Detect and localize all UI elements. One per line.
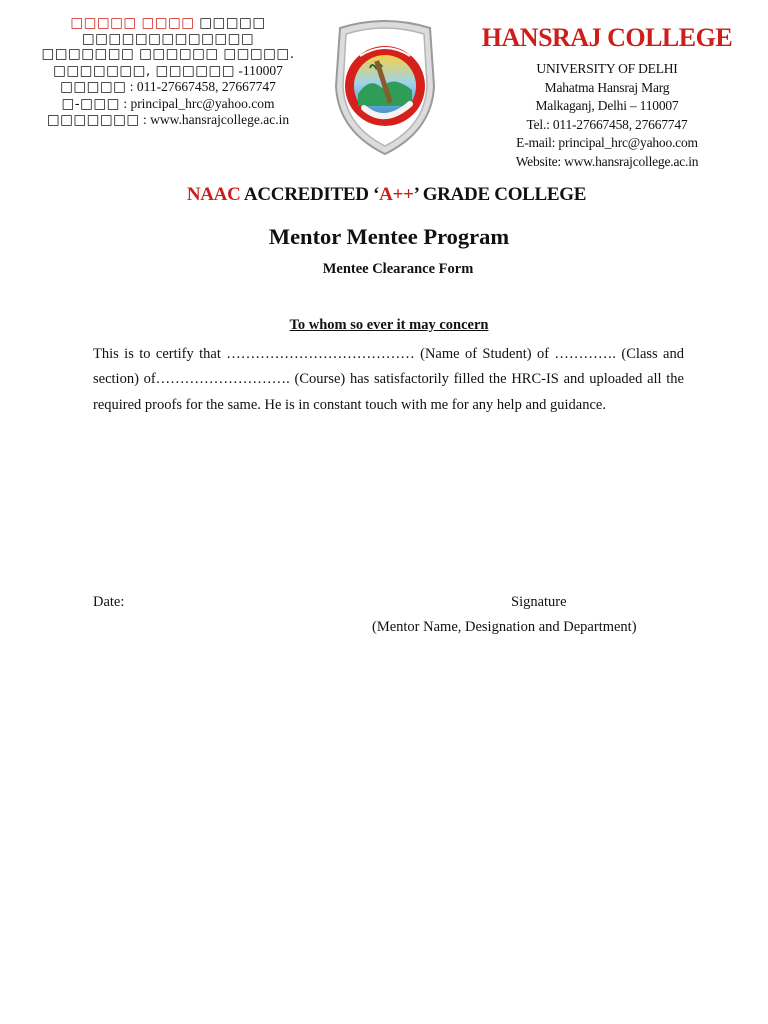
grade-label: A++ — [379, 184, 414, 205]
hindi-website-value: : www.hansrajcollege.ac.in — [139, 112, 290, 127]
college-crest-icon — [330, 16, 440, 158]
mentor-details: (Mentor Name, Designation and Department) — [372, 619, 637, 635]
hindi-phone-label: □□□□□ — [60, 79, 127, 95]
form-title: Mentee Clearance Form — [322, 261, 474, 277]
grade-suffix: ’ GRADE COLLEGE — [413, 184, 587, 205]
header-hindi-address — [40, 16, 296, 129]
header-english-address — [478, 22, 736, 171]
program-title: Mentor Mentee Program — [268, 224, 510, 249]
hindi-college-name-black: □□□□□ — [199, 15, 266, 31]
salutation: To whom so ever it may concern — [289, 317, 489, 333]
hindi-email-value: : principal_hrc@yahoo.com — [119, 95, 275, 111]
website-address: Website: www.hansrajcollege.ac.in — [515, 153, 699, 169]
accreditation-line — [0, 184, 768, 206]
hindi-website-label: □□□□□□□ — [46, 112, 140, 128]
hindi-phone-value: : 011-27667458, 27667747 — [126, 79, 276, 94]
hindi-city-text: □□□□□□□, □□□□□□ — [53, 62, 236, 79]
college-name: HANSRAJ COLLEGE — [481, 23, 733, 52]
hindi-phone — [40, 79, 296, 96]
naac-label: NAAC — [186, 184, 241, 205]
email-address: E-mail: principal_hrc@yahoo.com — [516, 135, 698, 150]
hindi-street: □□□□□□□ □□□□□□ □□□□□. — [41, 46, 295, 62]
hindi-city — [40, 63, 296, 80]
hindi-university: □□□□□□□□□□□□□ — [81, 30, 255, 47]
hindi-website — [40, 112, 296, 129]
street-address: Mahatma Hansraj Marg — [544, 79, 670, 95]
accredited-label: ACCREDITED ‘ — [240, 184, 380, 205]
certificate-body: This is to certify that ………………………………… (Name of Student) of …………. (Class and section) of………………………. (Course) has satisfactorily filled the HRC-IS and uploaded all the required proofs for the same. He is in constant touch with me for any help and guidance. — [93, 346, 684, 413]
date-label: Date: — [93, 594, 125, 610]
hindi-email — [40, 96, 296, 113]
hindi-city-pin: -110007 — [235, 62, 283, 78]
signature-label: Signature — [511, 594, 567, 610]
hindi-college-name-red: □□□□□ □□□□ — [70, 15, 195, 31]
hindi-email-label: □-□□□ — [61, 95, 120, 112]
university-name: UNIVERSITY OF DELHI — [536, 61, 678, 76]
city-address: Malkaganj, Delhi – 110007 — [535, 98, 679, 113]
hindi-college-name — [40, 16, 296, 32]
telephone: Tel.: 011-27667458, 27667747 — [526, 116, 688, 132]
